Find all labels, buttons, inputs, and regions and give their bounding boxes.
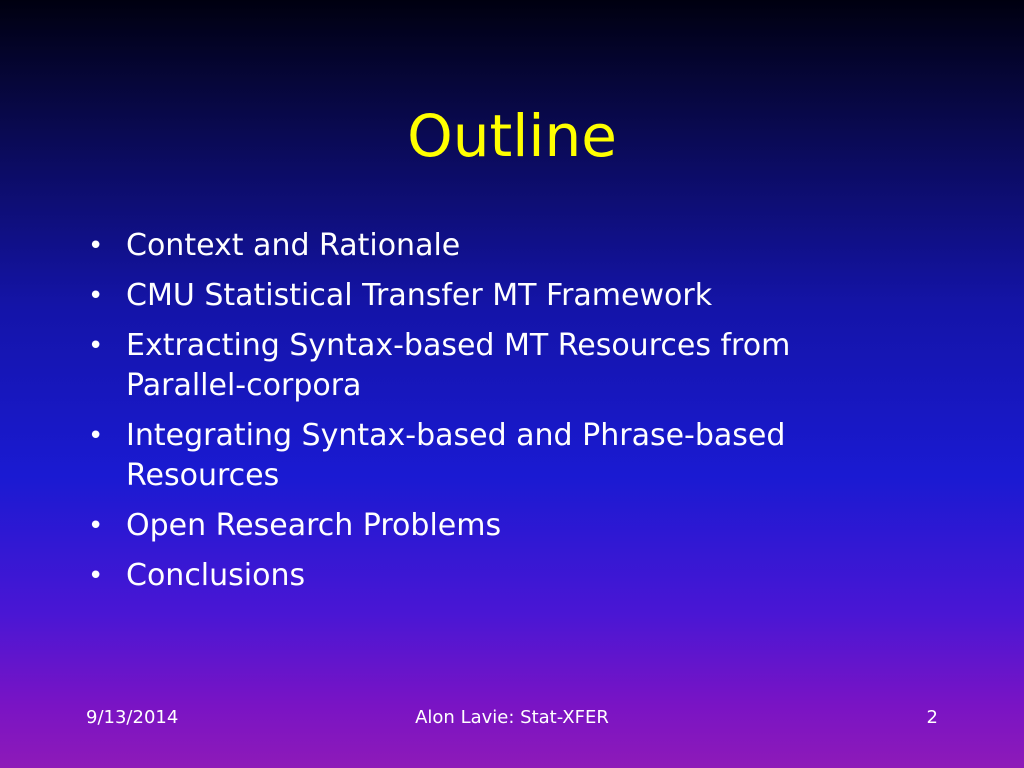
bullet-text: Extracting Syntax-based MT Resources from Parallel-corpora bbox=[126, 328, 791, 403]
bullet-text: CMU Statistical Transfer MT Framework bbox=[126, 278, 713, 313]
bullet-icon: • bbox=[88, 421, 104, 451]
slide-title: Outline bbox=[407, 102, 617, 170]
bullet-item bbox=[86, 326, 906, 406]
bullet-text: Conclusions bbox=[126, 558, 306, 593]
bullet-icon: • bbox=[88, 331, 104, 361]
bullet-text: Integrating Syntax-based and Phrase-based Resources bbox=[126, 418, 786, 493]
bullet-text: Open Research Problems bbox=[126, 508, 502, 543]
bullet-item bbox=[86, 416, 906, 496]
footer-author: Alon Lavie: Stat-XFER bbox=[415, 707, 609, 728]
bullet-item bbox=[86, 556, 906, 596]
bullet-text: Context and Rationale bbox=[126, 228, 461, 263]
bullet-icon: • bbox=[88, 231, 104, 261]
bullet-icon: • bbox=[88, 561, 104, 591]
bullet-item bbox=[86, 276, 906, 316]
bullet-list bbox=[86, 226, 906, 606]
footer-date: 9/13/2014 bbox=[86, 707, 179, 728]
bullet-item bbox=[86, 506, 906, 546]
bullet-icon: • bbox=[88, 281, 104, 311]
bullet-icon: • bbox=[88, 511, 104, 541]
footer-page-number: 2 bbox=[926, 707, 938, 728]
bullet-item bbox=[86, 226, 906, 266]
